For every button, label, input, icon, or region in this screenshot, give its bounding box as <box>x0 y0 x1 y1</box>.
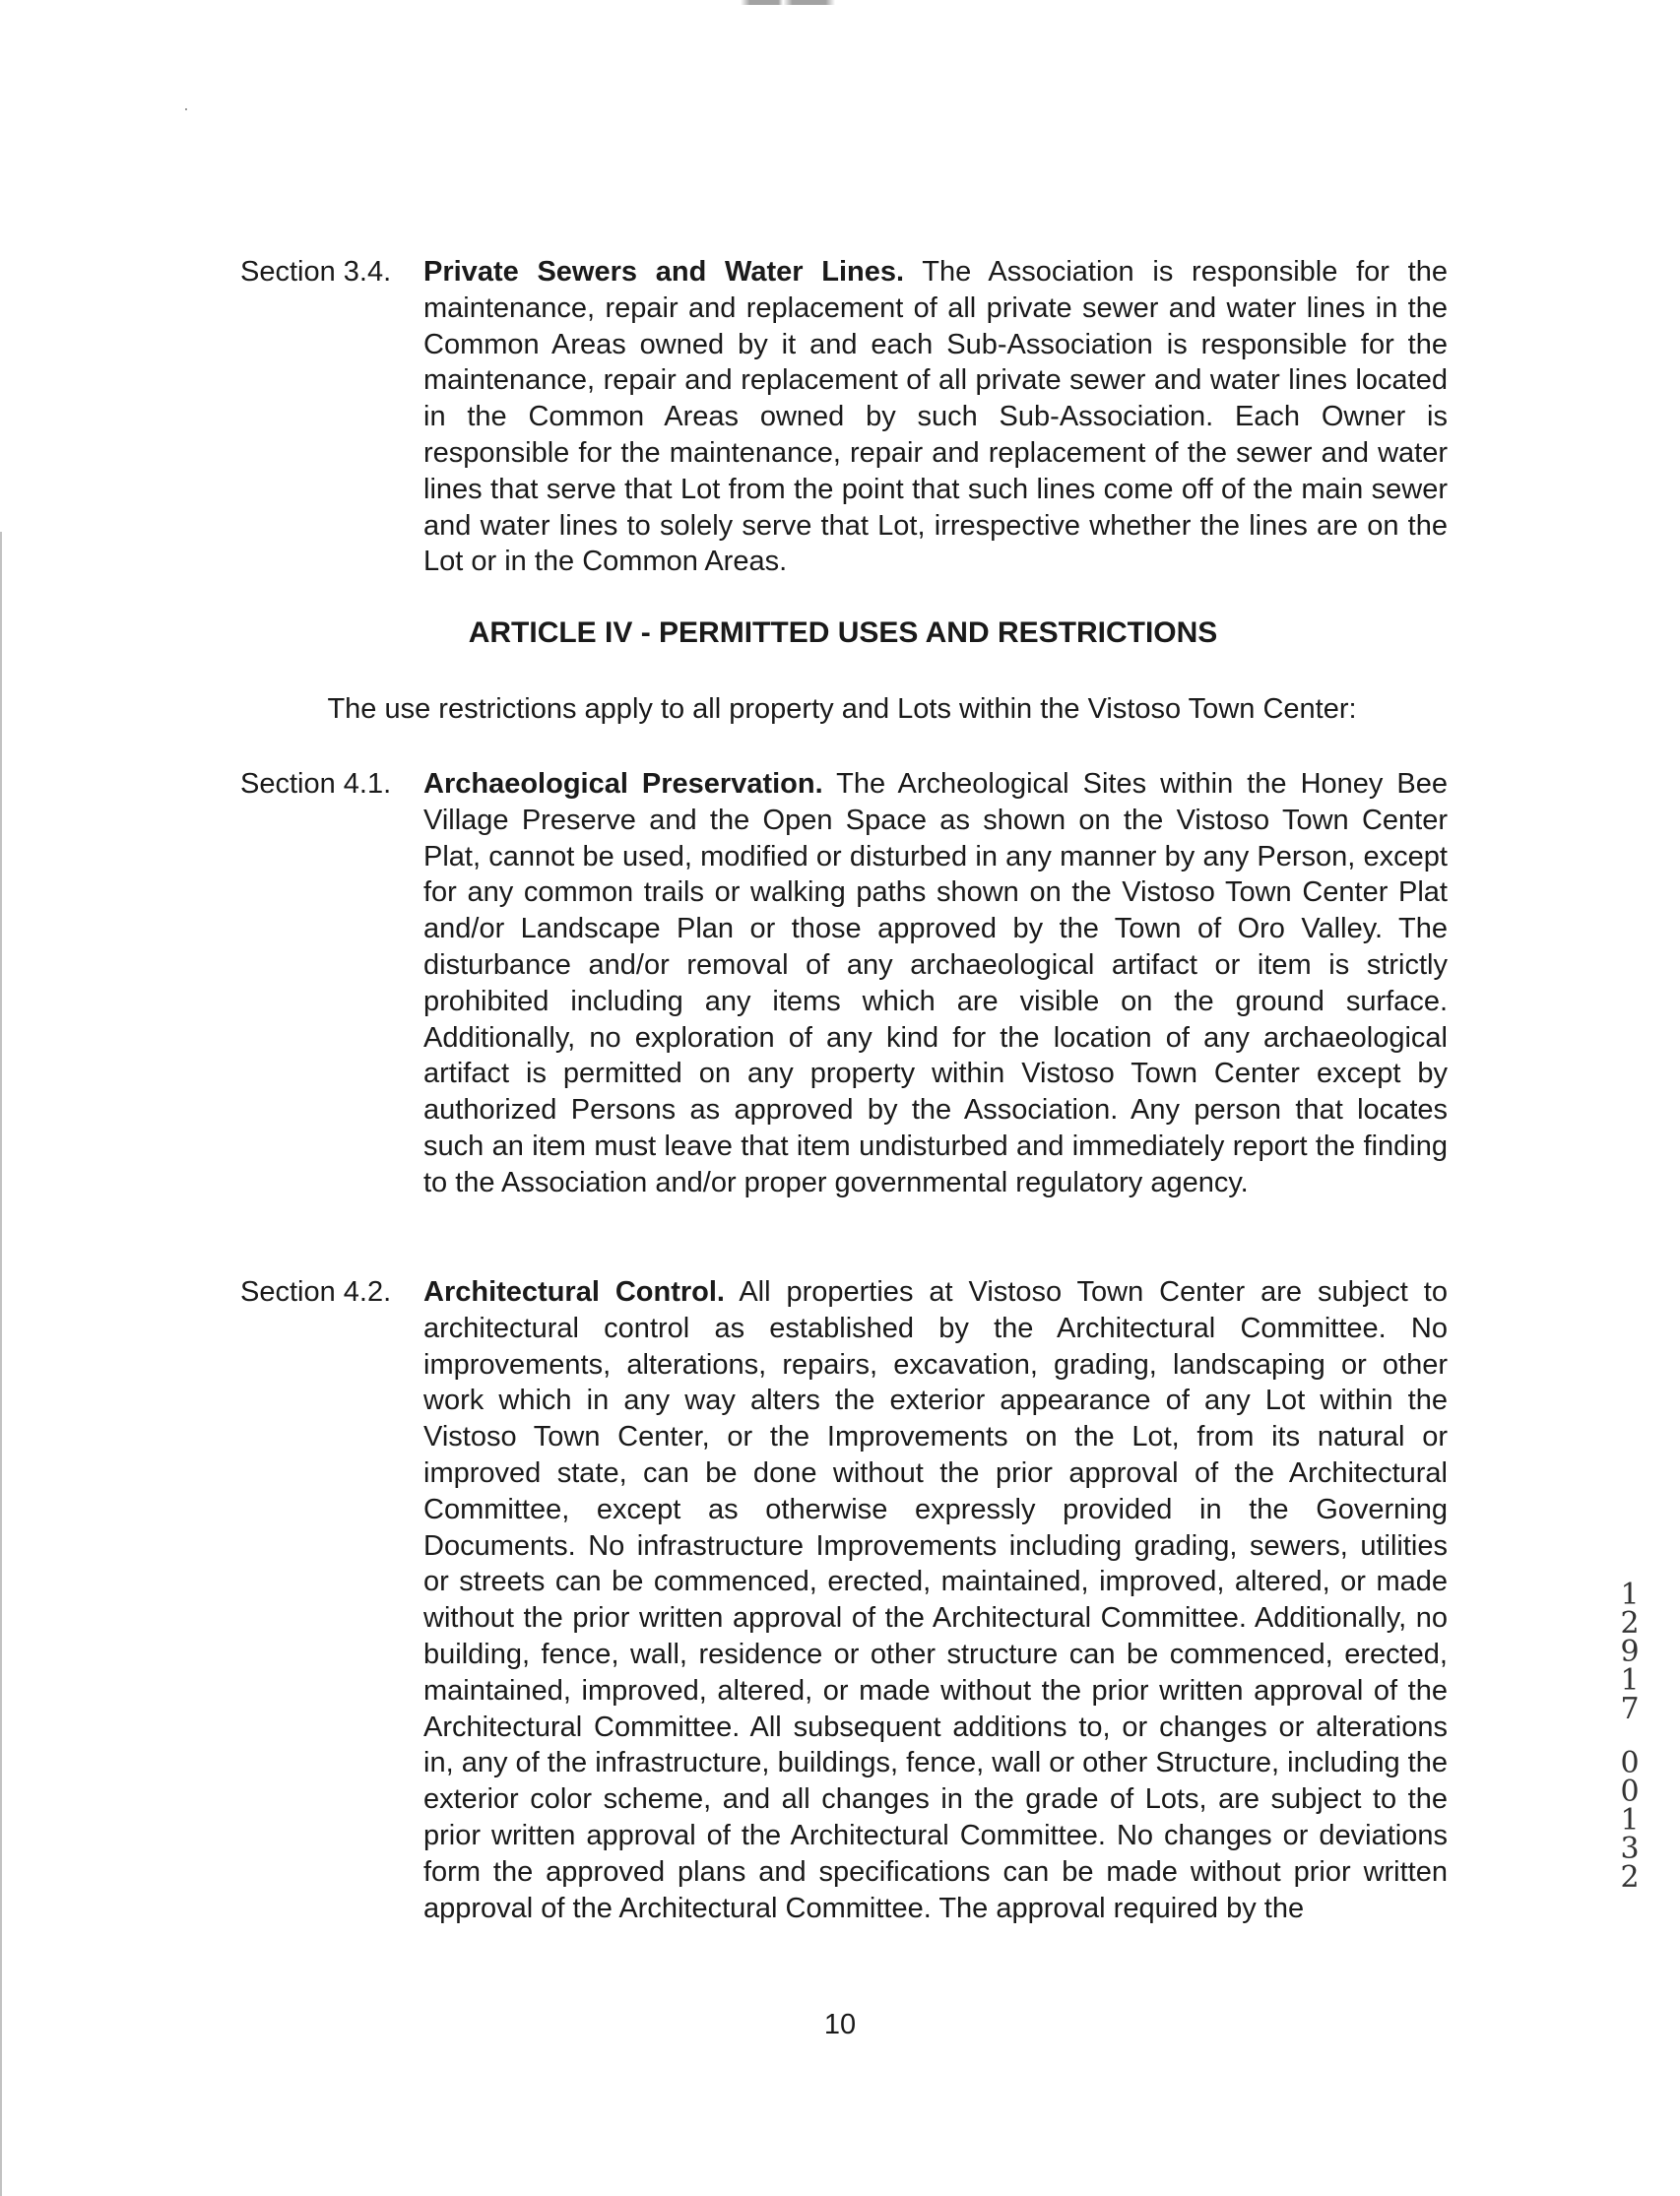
scan-artifact-top <box>741 0 835 5</box>
scan-artifact-left-edge <box>0 532 2 2196</box>
stamp-digit: 3 <box>1620 1832 1640 1866</box>
section-text: The Archeological Sites within the Honey Bee Village Preserve and the Open Space as shown on the Vistoso Town Center Plat, cannot be used, modified or disturbed in any manner by any Person, except for any common trails or walking paths shown on the Vistoso Town Center Plat and/or Landscape Plan or those approved by the Town of Oro Valley. The disturbance and/or removal of any archaeological artifact or item is strictly prohibited including any items which are visible on the ground surface. Additionally, no exploration of any kind for the location of any archaeological artifact is permitted on any property within Vistoso Town Center except by authorized Persons as approved by the Association. Any person that locates such an item must leave that item undisturbed and immediately report the finding to the Association and/or proper governmental regulatory agency. <box>423 768 1448 1198</box>
section-4-2 <box>240 1274 1448 1926</box>
document-number-stamp <box>1615 1578 1645 1895</box>
section-title: Architectural Control. <box>423 1276 725 1308</box>
section-title: Archaeological Preservation. <box>423 768 823 800</box>
stamp-digit: 0 <box>1620 1746 1640 1780</box>
stamp-digit: 0 <box>1620 1775 1640 1809</box>
section-body <box>423 254 1448 580</box>
stamp-digit: 1 <box>1620 1578 1640 1612</box>
section-text: The Association is responsible for the maintenance, repair and replacement of all private sewer and water lines in the Common Areas owned by it and each Sub-Association is responsible for the maintenance, repair and replacement of all private sewer and water lines located in the Common Areas owned by such Sub-Association. Each Owner is responsible for the maintenance, repair and replacement of the sewer and water lines that serve that Lot from the point that such lines come off of the main sewer and water lines to solely serve that Lot, irrespective whether the lines are on the Lot or in the Common Areas. <box>423 256 1448 578</box>
section-3-4 <box>240 254 1448 580</box>
scan-artifact-dot <box>185 108 187 110</box>
stamp-digit: 2 <box>1620 1860 1640 1895</box>
page-number: 10 <box>823 2009 857 2040</box>
stamp-digit: 1 <box>1620 1803 1640 1838</box>
stamp-digit: 7 <box>1620 1692 1640 1726</box>
stamp-digit: 9 <box>1620 1635 1640 1669</box>
article-intro: The use restrictions apply to all property and Lots within the Vistoso Town Center: <box>327 693 1357 725</box>
section-title: Private Sewers and Water Lines. <box>423 256 905 288</box>
section-body <box>423 766 1448 1201</box>
stamp-digit: 1 <box>1620 1663 1640 1698</box>
section-text: All properties at Vistoso Town Center are subject to architectural control as established by the Architectural Committee. No improvements, alterations, repairs, excavation, grading, landscaping or other work which in any way alters the exterior appearance of any Lot within the Vistoso Town Center, or the Improvements on the Lot, from its natural or improved state, can be done without the prior approval of the Architectural Committee, except as otherwise expressly provided in the Governing Documents. No infrastructure Improvements including grading, sewers, utilities or streets can be commenced, erected, maintained, improved, altered, or made without the prior written approval of the Architectural Committee. Additionally, no building, fence, wall, residence or other structure can be commenced, erected, maintained, improved, altered, or made without the prior written approval of the Architectural Committee. All subsequent additions to, or changes or alterations in, any of the infrastructure, buildings, fence, wall or other Structure, including the exterior color scheme, and all changes in the grade of Lots, are subject to the prior written approval of the Architectural Committee. No changes or deviations form the approved plans and specifications can be made without prior written approval of the Architectural Committee. The approval required by the <box>423 1276 1448 1924</box>
section-body <box>423 1274 1448 1926</box>
stamp-digit: 2 <box>1620 1606 1640 1641</box>
section-number: Section 4.2. <box>240 1276 392 1308</box>
section-4-1 <box>240 766 1448 1201</box>
article-heading: ARTICLE IV - PERMITTED USES AND RESTRICTIONS <box>468 616 1218 649</box>
section-number: Section 4.1. <box>240 768 392 800</box>
section-number: Section 3.4. <box>240 256 392 288</box>
